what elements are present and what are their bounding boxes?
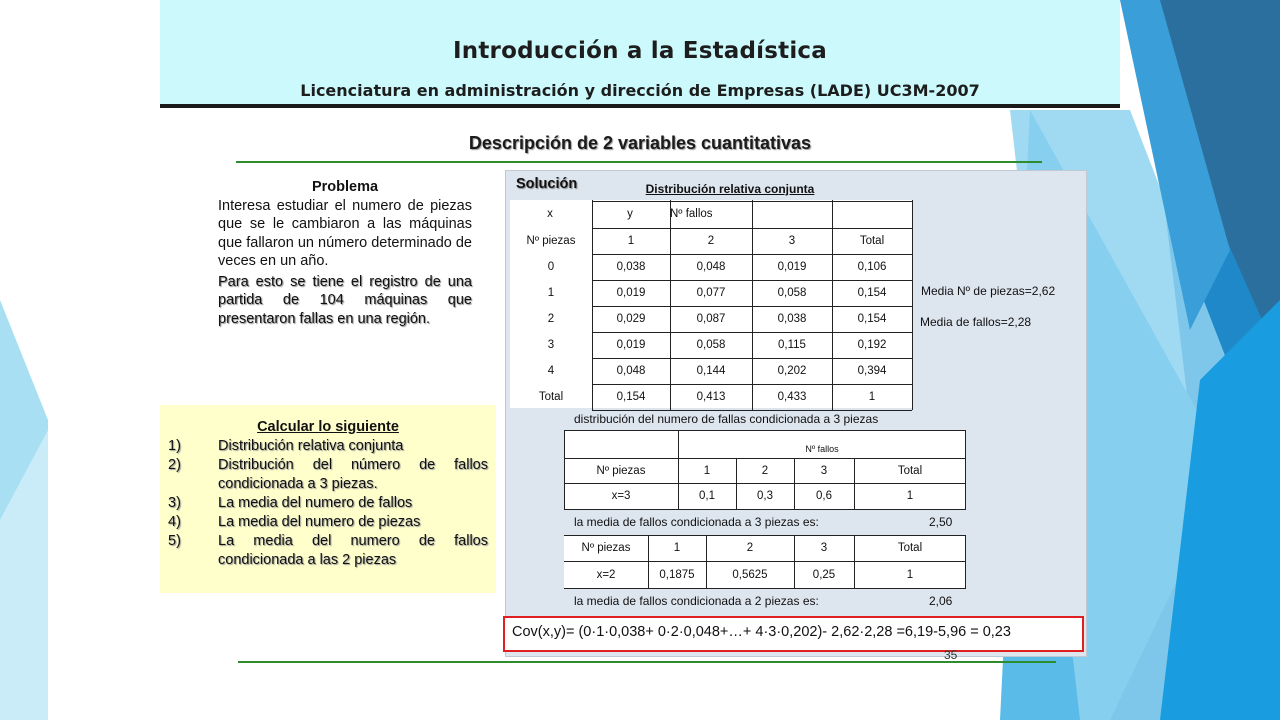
table-cell: 0,6 [816,490,832,502]
table-cell: 0,058 [777,287,807,299]
table-rule [592,410,912,411]
section-title: Descripción de 2 variables cuantitativas [468,133,812,153]
table-cell: 3 [820,464,828,477]
joint-distribution-table [510,200,912,408]
row-label: x=2 [596,568,616,581]
table-cell: 0,394 [857,365,887,377]
axis-y-label: y [627,208,633,220]
table-cell: 2 [761,464,769,477]
table-rule [564,588,966,589]
table-cell: 0,144 [696,365,726,377]
table-cell: 0,029 [616,313,646,325]
problem-block [218,178,472,328]
page-subtitle: Licenciatura en administración y dirección de Empresas (LADE) UC3M-2007 [300,81,980,100]
mean-failures-text: Media de fallos=2,28 [920,315,1032,329]
row-label: Nº piezas [526,235,576,247]
problem-title: Problema [311,179,379,195]
table-cell: 0,115 [778,339,806,351]
task-number: 2) [168,457,181,473]
conditional-3-mean-value: 2,50 [929,515,953,529]
top-divider [236,161,1042,163]
task-text: La media del numero de piezas [218,514,421,530]
row-label: x=3 [611,490,631,502]
tasks-list [168,437,488,570]
table-cell: 0,087 [696,313,726,325]
table-cell: 3 [788,235,796,247]
table-rule [564,509,966,510]
task-number: 5) [168,533,181,549]
table-cell: 0,058 [696,339,726,351]
mean-pieces-text: Media Nº de piezas=2,62 [921,284,1056,298]
joint-distribution-title: Distribución relativa conjunta [645,182,815,196]
bottom-divider [238,661,1056,663]
table-rule [912,200,913,410]
row-label: Total [538,391,564,403]
task-text: Distribución del número de fallos condicionada a 3 piezas. [218,457,488,492]
conditional-3-table [564,430,966,510]
task-number: 1) [168,438,181,454]
table-cell: Total [897,542,923,554]
table-cell: 0,019 [616,287,646,299]
task-item [168,494,488,513]
row-label: 1 [547,287,555,299]
covariance-formula: Cov(x,y)= (0·1·0,038+ 0·2·0,048+…+ 4·3·0,202)- 2,62·2,28 =6,19-5,96 = 0,23 [512,624,1011,640]
conditional-2-table [564,535,966,589]
conditional-3-mean-label: la media de fallos condicionada a 3 piezas es: [574,515,819,529]
table-cell: 0,019 [616,339,646,351]
problem-text-detail: Para esto se tiene el registro de una partida de 104 máquinas que presentaron fallas en una región. [218,273,472,327]
page-title: Introducción a la Estadística [453,38,827,64]
table-cell: 0,5625 [732,568,768,581]
table-cell: 0,202 [777,365,807,377]
table-cell: 0,048 [696,261,726,273]
table-cell: 0,192 [857,339,887,351]
table-cell: 2 [707,235,715,247]
problem-text: Interesa estudiar el numero de piezas que se le cambiaron a las máquinas que fallaron un número determinado de veces en un año. [218,197,472,269]
failures-header: Nº fallos [670,208,713,220]
conditional-2-mean-value: 2,06 [929,594,953,608]
table-cell: 0,433 [777,391,807,403]
table-cell: 1 [673,542,681,554]
task-text: Distribución relativa conjunta [218,438,404,454]
row-label: 0 [547,261,555,273]
conditional-3-title: distribución del numero de fallas condicionada a 3 piezas [574,412,879,426]
table-cell: 0,1875 [659,568,695,581]
row-label: Nº piezas [581,542,631,554]
task-text: La media del numero de fallos condicionada a las 2 piezas [218,533,488,568]
table-cell: 0,154 [857,313,887,325]
table-cell: 0,038 [777,313,807,325]
table-cell: 1 [627,235,635,247]
solution-label: Solución [516,176,578,192]
task-item [168,437,488,456]
table-cell: 0,154 [857,287,887,299]
table-cell: 1 [906,490,914,502]
table-cell: Total [859,235,885,247]
task-number: 4) [168,514,181,530]
header-divider [160,104,1120,108]
table-cell: 0,038 [616,261,646,273]
page-number: 35 [944,648,958,662]
table-cell: 0,25 [812,568,836,581]
table-cell: 0,077 [696,287,726,299]
failures-header: Nº fallos [805,444,839,454]
table-rule [564,430,966,431]
table-cell: Total [897,464,923,477]
table-cell: 0,154 [616,391,646,403]
row-label: Nº piezas [596,464,646,477]
conditional-2-mean-label: la media de fallos condicionada a 2 piezas es: [574,594,819,608]
table-cell: 3 [820,542,828,554]
table-cell: 0,019 [777,261,807,273]
table-cell: 1 [906,568,914,581]
table-cell: 1 [868,391,876,403]
table-cell: 1 [703,464,711,477]
axis-x-label: x [547,208,553,220]
table-cell: 0,1 [699,490,715,502]
task-text: La media del numero de fallos [218,495,413,511]
row-label: 4 [547,365,555,377]
task-item [168,513,488,532]
table-cell: 0,413 [696,391,726,403]
tasks-title: Calcular lo siguiente [257,419,399,435]
table-cell: 2 [746,542,754,554]
row-label: 3 [547,339,555,351]
task-item [168,456,488,494]
table-cell: 0,048 [616,365,646,377]
row-label: 2 [547,313,555,325]
task-number: 3) [168,495,181,511]
task-item [168,532,488,570]
table-cell: 0,3 [757,490,773,502]
table-cell: 0,106 [857,261,887,273]
